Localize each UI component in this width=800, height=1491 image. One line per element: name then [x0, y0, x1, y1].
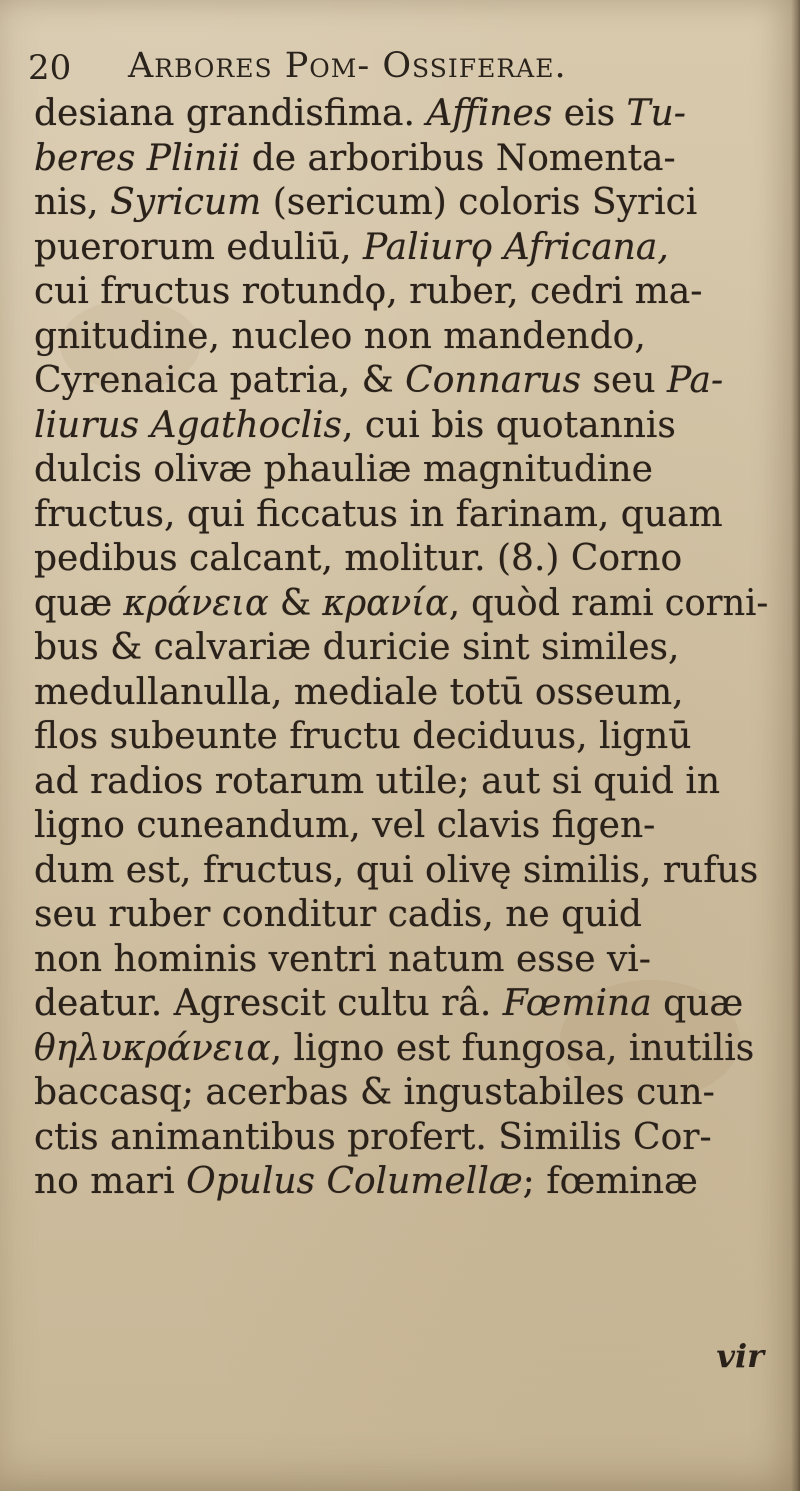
text-segment: ad radios rotarum utile; aut si quid in — [34, 760, 721, 802]
text-segment: quæ — [651, 983, 744, 1024]
text-line — [34, 804, 764, 849]
italic-text-segment: κρανία — [322, 582, 449, 624]
text-line — [34, 404, 764, 449]
text-line — [34, 315, 764, 360]
text-segment: nis, — [34, 182, 111, 223]
text-line — [34, 626, 764, 671]
page-header — [28, 36, 768, 96]
text-line — [34, 181, 764, 226]
italic-text-segment: Syricum — [110, 182, 262, 223]
text-segment: ; fœminæ — [522, 1161, 698, 1202]
text-line — [34, 270, 764, 315]
text-segment: bus & calvariæ duricie sint similes, — [34, 627, 680, 668]
text-line — [34, 137, 764, 182]
catchword: vir — [716, 1337, 764, 1375]
text-segment: fructus, qui ficcatus in farinam, quam — [34, 493, 723, 535]
text-segment: dulcis olivæ phauliæ magnitudine — [34, 449, 653, 490]
text-segment: deatur. Agrescit cultu râ. — [34, 983, 503, 1024]
text-segment: medullanulla, mediale totū osseum, — [34, 671, 684, 713]
text-line — [34, 537, 764, 582]
text-line — [34, 715, 764, 760]
italic-text-segment: Fœmina — [502, 983, 652, 1024]
text-segment: , cui bis quotannis — [342, 404, 676, 446]
text-segment: puerorum eduliū, — [34, 226, 364, 268]
text-segment: gnitudine, nucleo non mandendo, — [34, 315, 646, 357]
text-line — [34, 849, 764, 894]
italic-text-segment: liurus Agathoclis — [34, 404, 343, 446]
text-segment: ctis animantibus profert. Similis Cor- — [34, 1116, 712, 1158]
italic-text-segment: beres Plinii — [34, 137, 241, 179]
text-segment: non hominis ventri natum esse vi- — [34, 938, 651, 980]
text-line — [34, 448, 764, 493]
text-line — [34, 1071, 764, 1116]
text-line — [34, 226, 764, 271]
italic-text-segment: Pa- — [666, 360, 724, 401]
italic-text-segment: θηλυκράνεια — [34, 1027, 271, 1069]
text-segment: eis — [552, 93, 627, 134]
text-segment: cui fructus rotundϙ, ruber, cedri ma- — [34, 271, 703, 312]
text-line — [34, 982, 764, 1027]
running-title: Arbores Pom- Ossiferae. — [128, 46, 567, 86]
text-segment: no mari — [34, 1161, 187, 1202]
text-segment: , quòd rami corni- — [448, 582, 769, 624]
text-line — [34, 938, 764, 983]
text-segment: & — [268, 582, 323, 624]
italic-text-segment: Affines — [426, 93, 553, 134]
text-line — [34, 1027, 764, 1072]
text-segment: quæ — [34, 582, 124, 624]
text-line — [34, 671, 764, 716]
text-line — [34, 493, 764, 538]
text-segment: pedibus calcant, molitur. (8.) Corno — [34, 538, 683, 579]
text-segment: seu — [581, 360, 667, 401]
text-line — [34, 760, 764, 805]
page-number: 20 — [28, 48, 72, 88]
text-segment: desiana grandisfima. — [34, 93, 427, 134]
body-text — [34, 92, 769, 1205]
page-edge-shadow — [791, 0, 800, 1491]
italic-text-segment: Tu- — [626, 93, 686, 134]
italic-text-segment: Connarus — [405, 360, 582, 401]
text-line — [34, 582, 769, 627]
text-segment: dum est, fructus, qui olivę similis, rufus — [34, 849, 759, 891]
italic-text-segment: κράνεια — [123, 582, 269, 624]
text-segment: seu ruber conditur cadis, ne quid — [34, 894, 642, 935]
italic-text-segment: Paliurϙ Africana, — [363, 226, 669, 268]
text-segment: baccasq; acerbas & ingustabiles cun- — [34, 1072, 715, 1113]
text-line — [34, 893, 764, 938]
italic-text-segment: Opulus Columellæ — [186, 1161, 523, 1202]
text-segment: de arboribus Nomenta- — [240, 137, 676, 179]
text-segment: (sericum) coloris Syrici — [261, 182, 698, 223]
text-segment: ligno cuneandum, vel clavis figen- — [34, 805, 656, 846]
text-line — [34, 1160, 764, 1205]
text-segment: , ligno est fungosa, inutilis — [270, 1027, 755, 1069]
text-segment: flos subeunte fructu deciduus, lignū — [34, 716, 692, 757]
text-line — [34, 359, 764, 404]
text-line — [34, 92, 764, 137]
text-segment: Cyrenaica patria, & — [34, 360, 406, 401]
text-line — [34, 1116, 764, 1161]
